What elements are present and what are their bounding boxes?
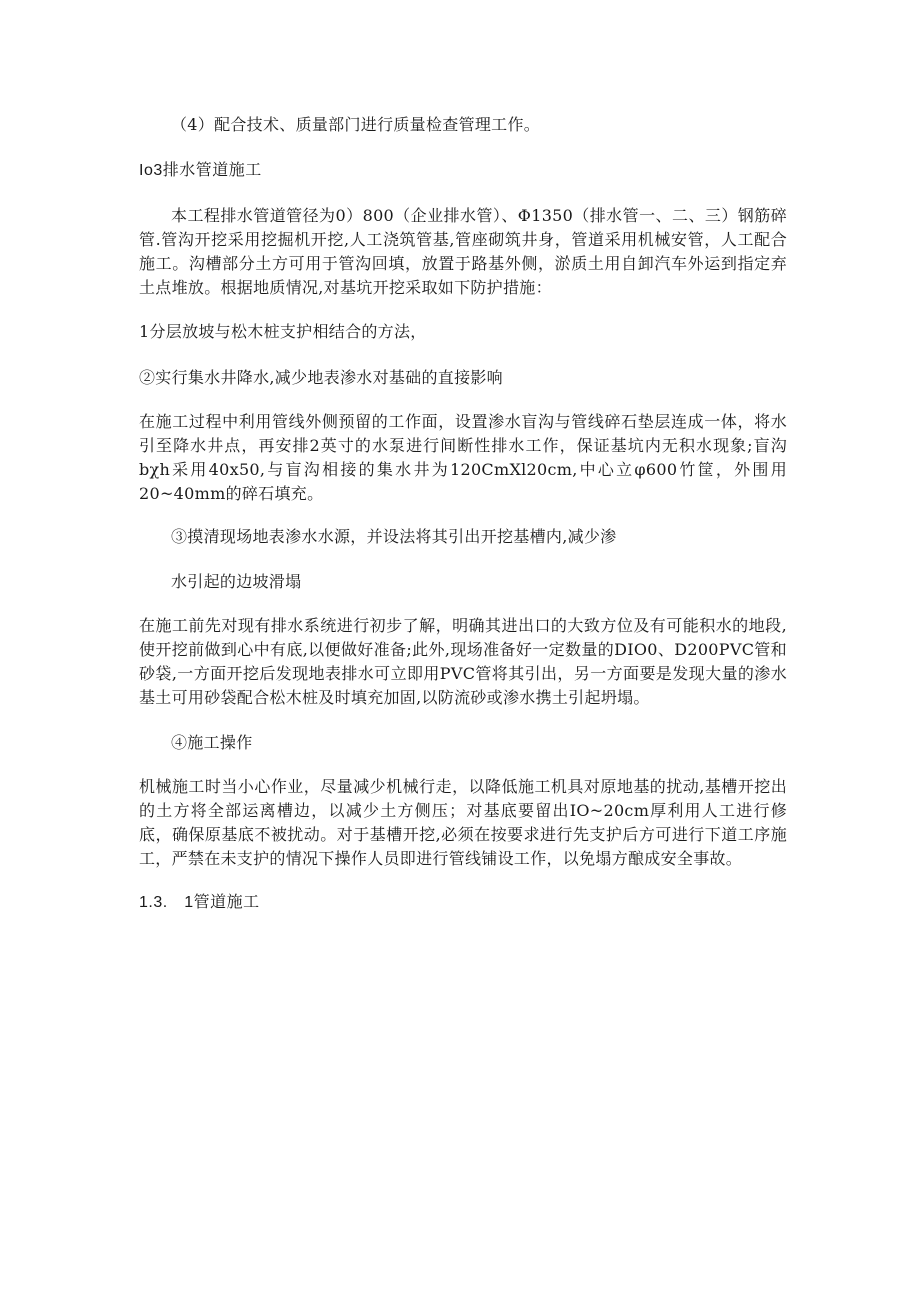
list-item-dewatering: ②实行集水井降水,减少地表渗水对基础的直接影响 xyxy=(139,368,503,387)
list-item-seepage-source-continued: 水引起的边坡滑塌 xyxy=(171,572,302,591)
section-heading-pipeline: 1.3. 1管道施工 xyxy=(139,894,260,911)
list-item-seepage-source: ③摸清现场地表渗水水源，并设法将其引出开挖基槽内,减少渗 xyxy=(171,527,617,546)
paragraph-quality-inspection: （4）配合技术、质量部门进行质量检查管理工作。 xyxy=(171,115,541,134)
section-heading-drainage: Io3排水管道施工 xyxy=(139,162,262,179)
paragraph-drainage-preparation: 在施工前先对现有排水系统进行初步了解，明确其进出口的大致方位及有可能积水的地段,使开挖前做到心中有底,以便做好准备;此外,现场准备好一定数量的DIO0、D200PVC管和砂袋,一方面开挖后发现地表排水可立即用PVC管将其引出，另一方面要是发现大量的渗水基土可用砂袋配合松木桩及时填充加固,以防流砂或渗水携土引起坍塌。 xyxy=(139,616,787,707)
paragraph-mechanical-construction: 机械施工时当小心作业，尽量减少机械行走，以降低施工机具对原地基的扰动,基槽开挖出的土方将全部运离槽边，以减少土方侧压；对基底要留出IO~20cm厚利用人工进行修底，确保原基底不被扰动。对于基槽开挖,必须在按要求进行先支护后方可进行下道工序施工，严禁在未支护的情况下操作人员即进行管线铺设工作，以免塌方酿成安全事故。 xyxy=(139,777,787,868)
paragraph-dewatering-detail: 在施工过程中利用管线外侧预留的工作面，设置渗水盲沟与管线碎石垫层连成一体，将水引至降水井点，再安排2英寸的水泵进行间断性排水工作，保证基坑内无积水现象;盲沟bχh采用40x50,与盲沟相接的集水井为120CmXl20cm,中心立φ600竹筐，外围用20~40mm的碎石填充。 xyxy=(139,412,787,503)
list-item-slope-support: 1分层放坡与松木桩支护相结合的方法， xyxy=(139,322,427,341)
list-item-construction-operation: ④施工操作 xyxy=(171,733,253,752)
paragraph-project-overview: 本工程排水管道管径为0）800（企业排水管）、Φ1350（排水管一、二、三）钢筋碎管.管沟开挖采用挖掘机开挖,人工浇筑管基,管座砌筑井身，管道采用机械安管，人工配合施工。沟槽部分土方可用于管沟回填，放置于路基外侧，淤质土用自卸汽车外运到指定弃土点堆放。根据地质情况,对基坑开挖采取如下防护措施： xyxy=(139,206,787,297)
